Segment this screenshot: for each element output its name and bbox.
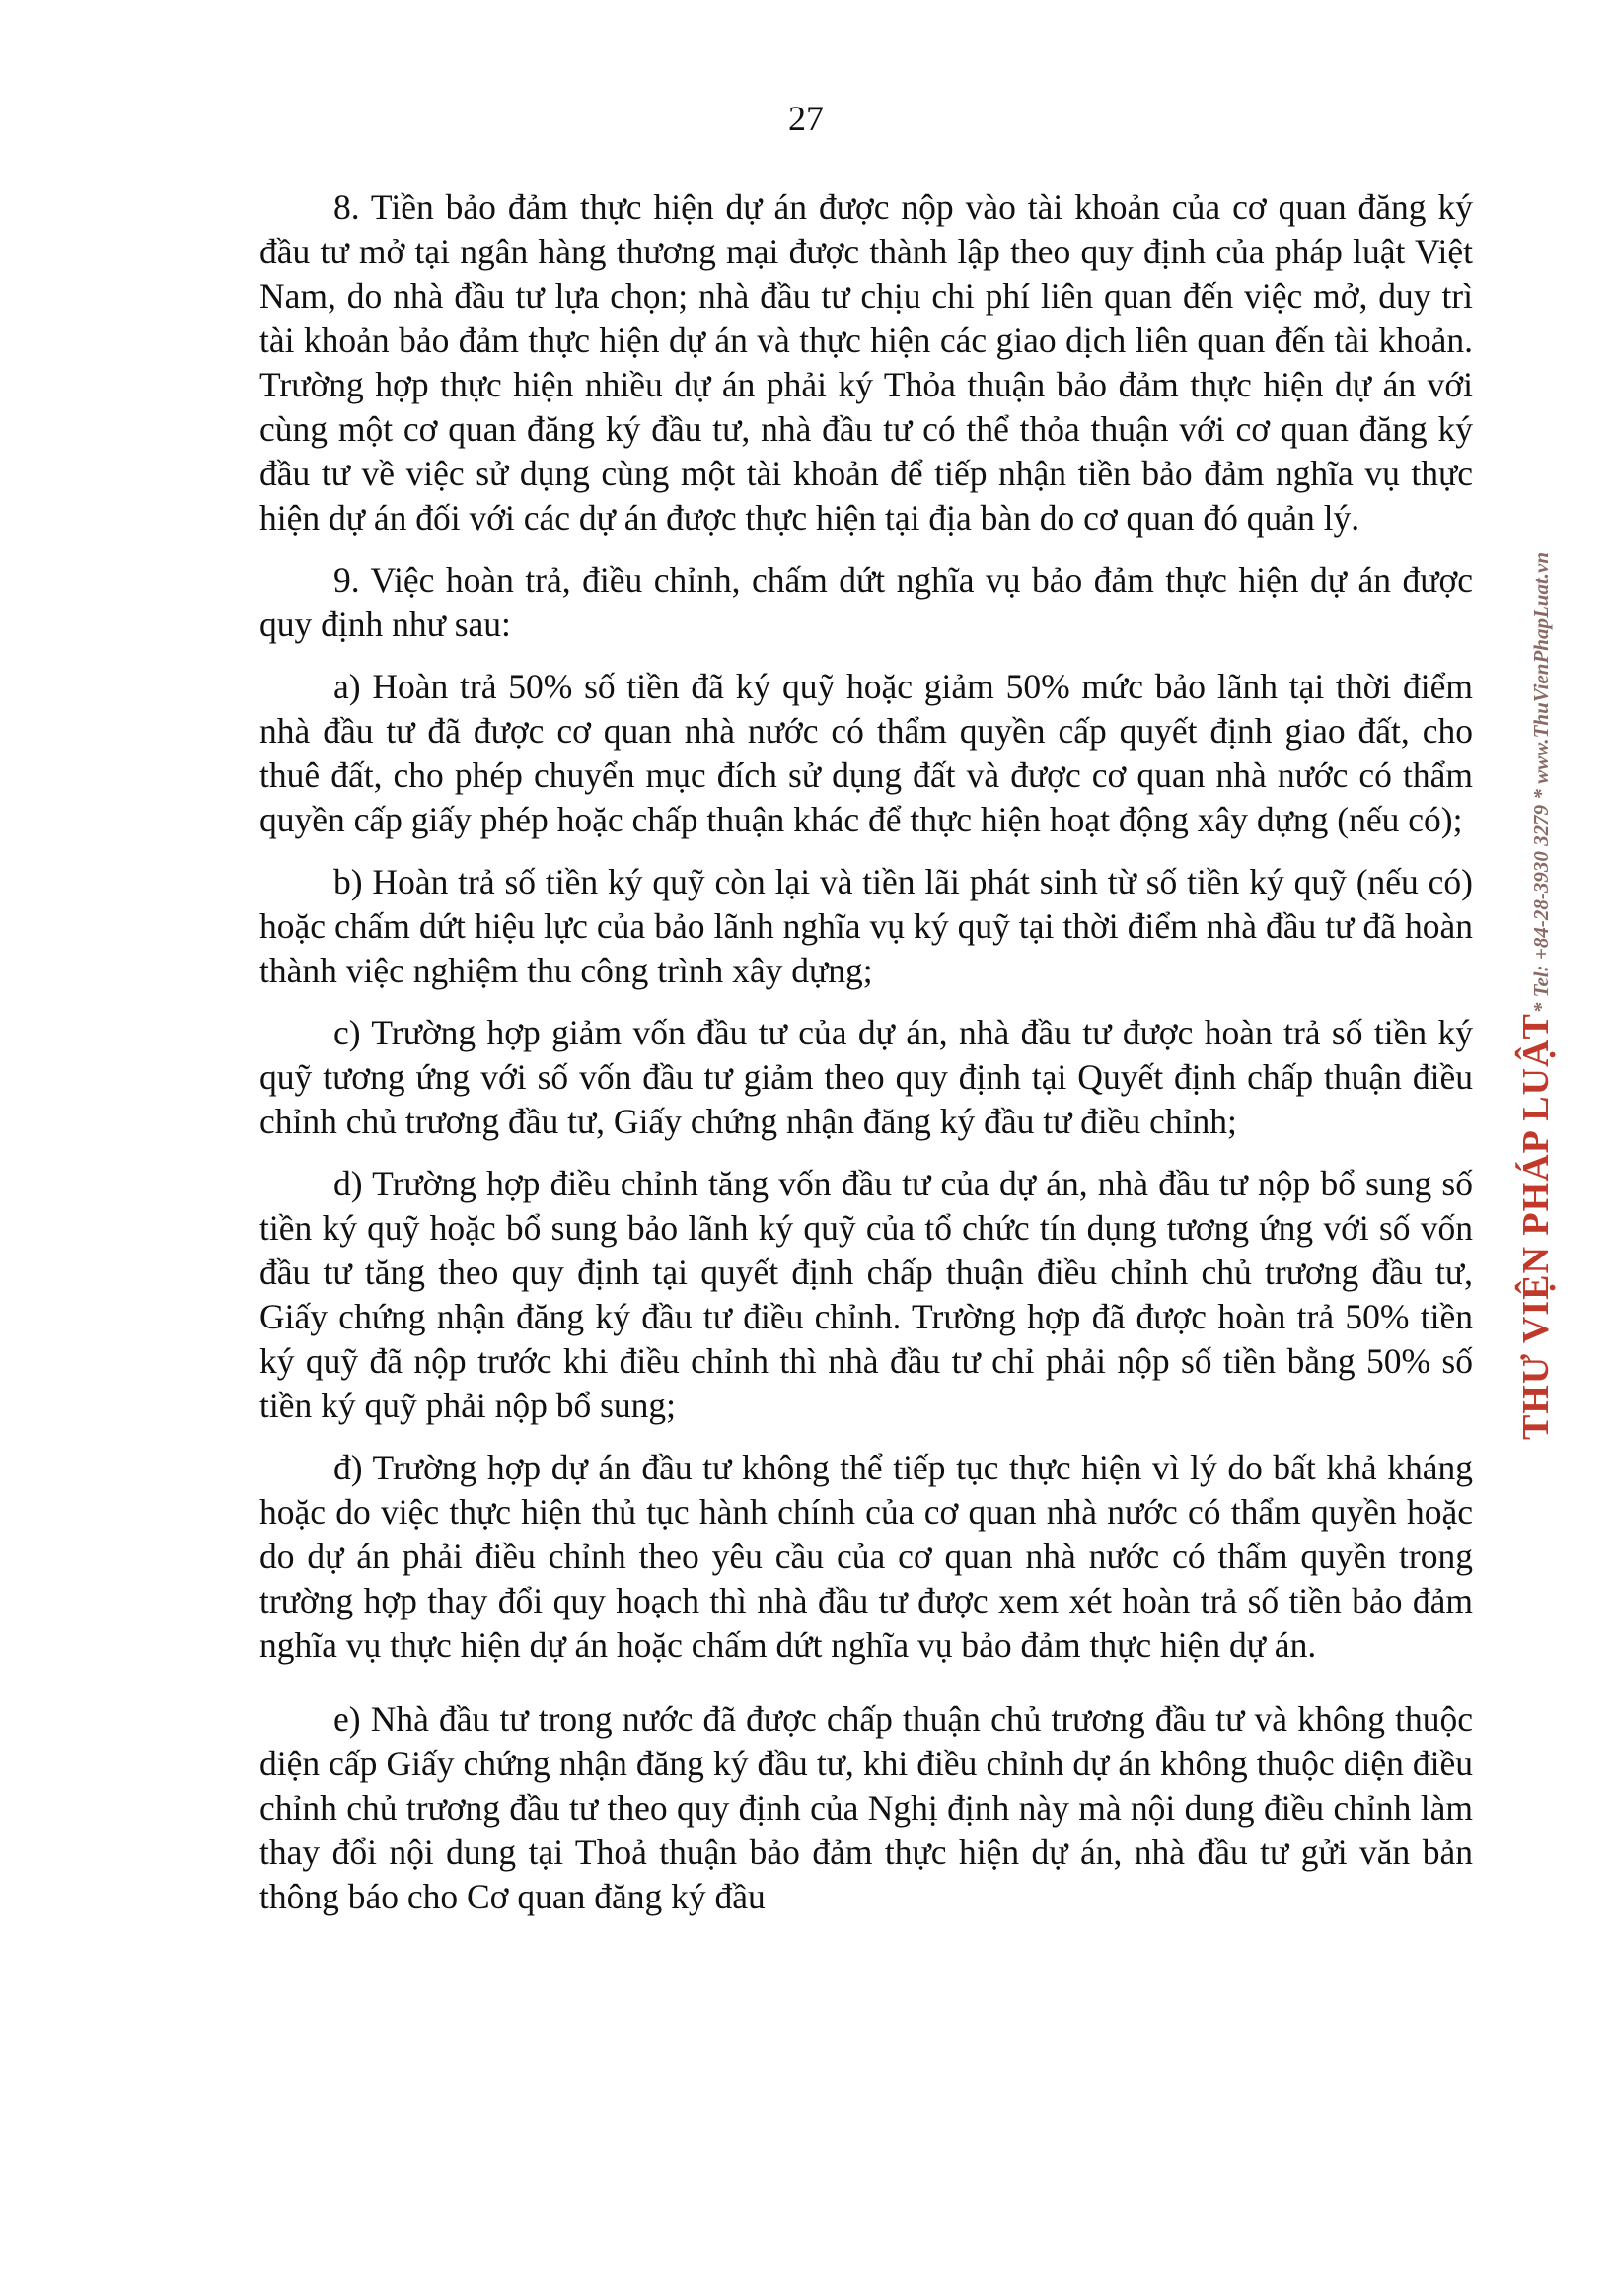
watermark-text — [1514, 552, 1558, 1440]
paragraph-9d: d) Trường hợp điều chỉnh tăng vốn đầu tư của dự án, nhà đầu tư nộp bổ sung số tiền ký quỹ hoặc bổ sung bảo lãnh ký quỹ của tổ chức tín dụng tương ứng với số vốn đầu tư tăng theo quy định tại quyết định chấp thuận điều chỉnh chủ trương đầu tư, Giấy chứng nhận đăng ký đầu tư điều chỉnh. Trường hợp đã được hoàn trả 50% tiền ký quỹ đã nộp trước khi điều chỉnh thì nhà đầu tư chỉ phải nộp số tiền bằng 50% số tiền ký quỹ phải nộp bổ sung; — [259, 1164, 1473, 1425]
paragraph-9b: b) Hoàn trả số tiền ký quỹ còn lại và tiền lãi phát sinh từ số tiền ký quỹ (nếu có) hoặc chấm dứt hiệu lực của bảo lãnh nghĩa vụ ký quỹ tại thời điểm nhà đầu tư đã hoàn thành việc nghiệm thu công trình xây dựng; — [259, 862, 1473, 990]
watermark — [1502, 513, 1571, 1479]
paragraph-9dd: đ) Trường hợp dự án đầu tư không thể tiếp tục thực hiện vì lý do bất khả kháng hoặc do việc thực hiện thủ tục hành chính của cơ quan nhà nước có thẩm quyền hoặc do dự án phải điều chỉnh theo yêu cầu của cơ quan nhà nước có thẩm quyền trong trường hợp thay đổi quy hoạch thì nhà đầu tư được xem xét hoàn trả số tiền bảo đảm nghĩa vụ thực hiện dự án hoặc chấm dứt nghĩa vụ bảo đảm thực hiện dự án. — [259, 1448, 1473, 1665]
document-body — [259, 185, 1473, 1937]
paragraph-9a: a) Hoàn trả 50% số tiền đã ký quỹ hoặc giảm 50% mức bảo lãnh tại thời điểm nhà đầu tư đã được cơ quan nhà nước có thẩm quyền cấp quyết định giao đất, cho thuê đất, cho phép chuyển mục đích sử dụng đất và được cơ quan nhà nước có thẩm quyền cấp giấy phép hoặc chấp thuận khác để thực hiện hoạt động xây dựng (nếu có); — [259, 667, 1473, 839]
watermark-contact: * Tel: +84-28-3930 3279 * www.ThuVienPhapLuat.vn — [1529, 551, 1553, 1014]
page-number: 27 — [788, 99, 824, 138]
watermark-brand: THƯ VIỆN PHÁP LUẬT — [1515, 1013, 1557, 1441]
paragraph-8: 8. Tiền bảo đảm thực hiện dự án được nộp vào tài khoản của cơ quan đăng ký đầu tư mở tại ngân hàng thương mại được thành lập theo quy định của pháp luật Việt Nam, do nhà đầu tư lựa chọn; nhà đầu tư chịu chi phí liên quan đến việc mở, duy trì tài khoản bảo đảm thực hiện dự án và thực hiện các giao dịch liên quan đến tài khoản. Trường hợp thực hiện nhiều dự án phải ký Thỏa thuận bảo đảm thực hiện dự án với cùng một cơ quan đăng ký đầu tư, nhà đầu tư có thể thỏa thuận với cơ quan đăng ký đầu tư về việc sử dụng cùng một tài khoản để tiếp nhận tiền bảo đảm nghĩa vụ thực hiện dự án đối với các dự án được thực hiện tại địa bàn do cơ quan đó quản lý. — [259, 187, 1473, 538]
paragraph-9c: c) Trường hợp giảm vốn đầu tư của dự án, nhà đầu tư được hoàn trả số tiền ký quỹ tương ứng với số vốn đầu tư giảm theo quy định tại Quyết định chấp thuận điều chỉnh chủ trương đầu tư, Giấy chứng nhận đăng ký đầu tư điều chỉnh; — [259, 1013, 1473, 1141]
paragraph-9e: e) Nhà đầu tư trong nước đã được chấp thuận chủ trương đầu tư và không thuộc diện cấp Giấy chứng nhận đăng ký đầu tư, khi điều chỉnh dự án không thuộc diện điều chỉnh chủ trương đầu tư theo quy định của Nghị định này mà nội dung điều chỉnh làm thay đổi nội dung tại Thoả thuận bảo đảm thực hiện dự án, nhà đầu tư gửi văn bản thông báo cho Cơ quan đăng ký đầu — [259, 1699, 1473, 1916]
paragraph-9: 9. Việc hoàn trả, điều chỉnh, chấm dứt nghĩa vụ bảo đảm thực hiện dự án được quy định như sau: — [259, 560, 1473, 644]
